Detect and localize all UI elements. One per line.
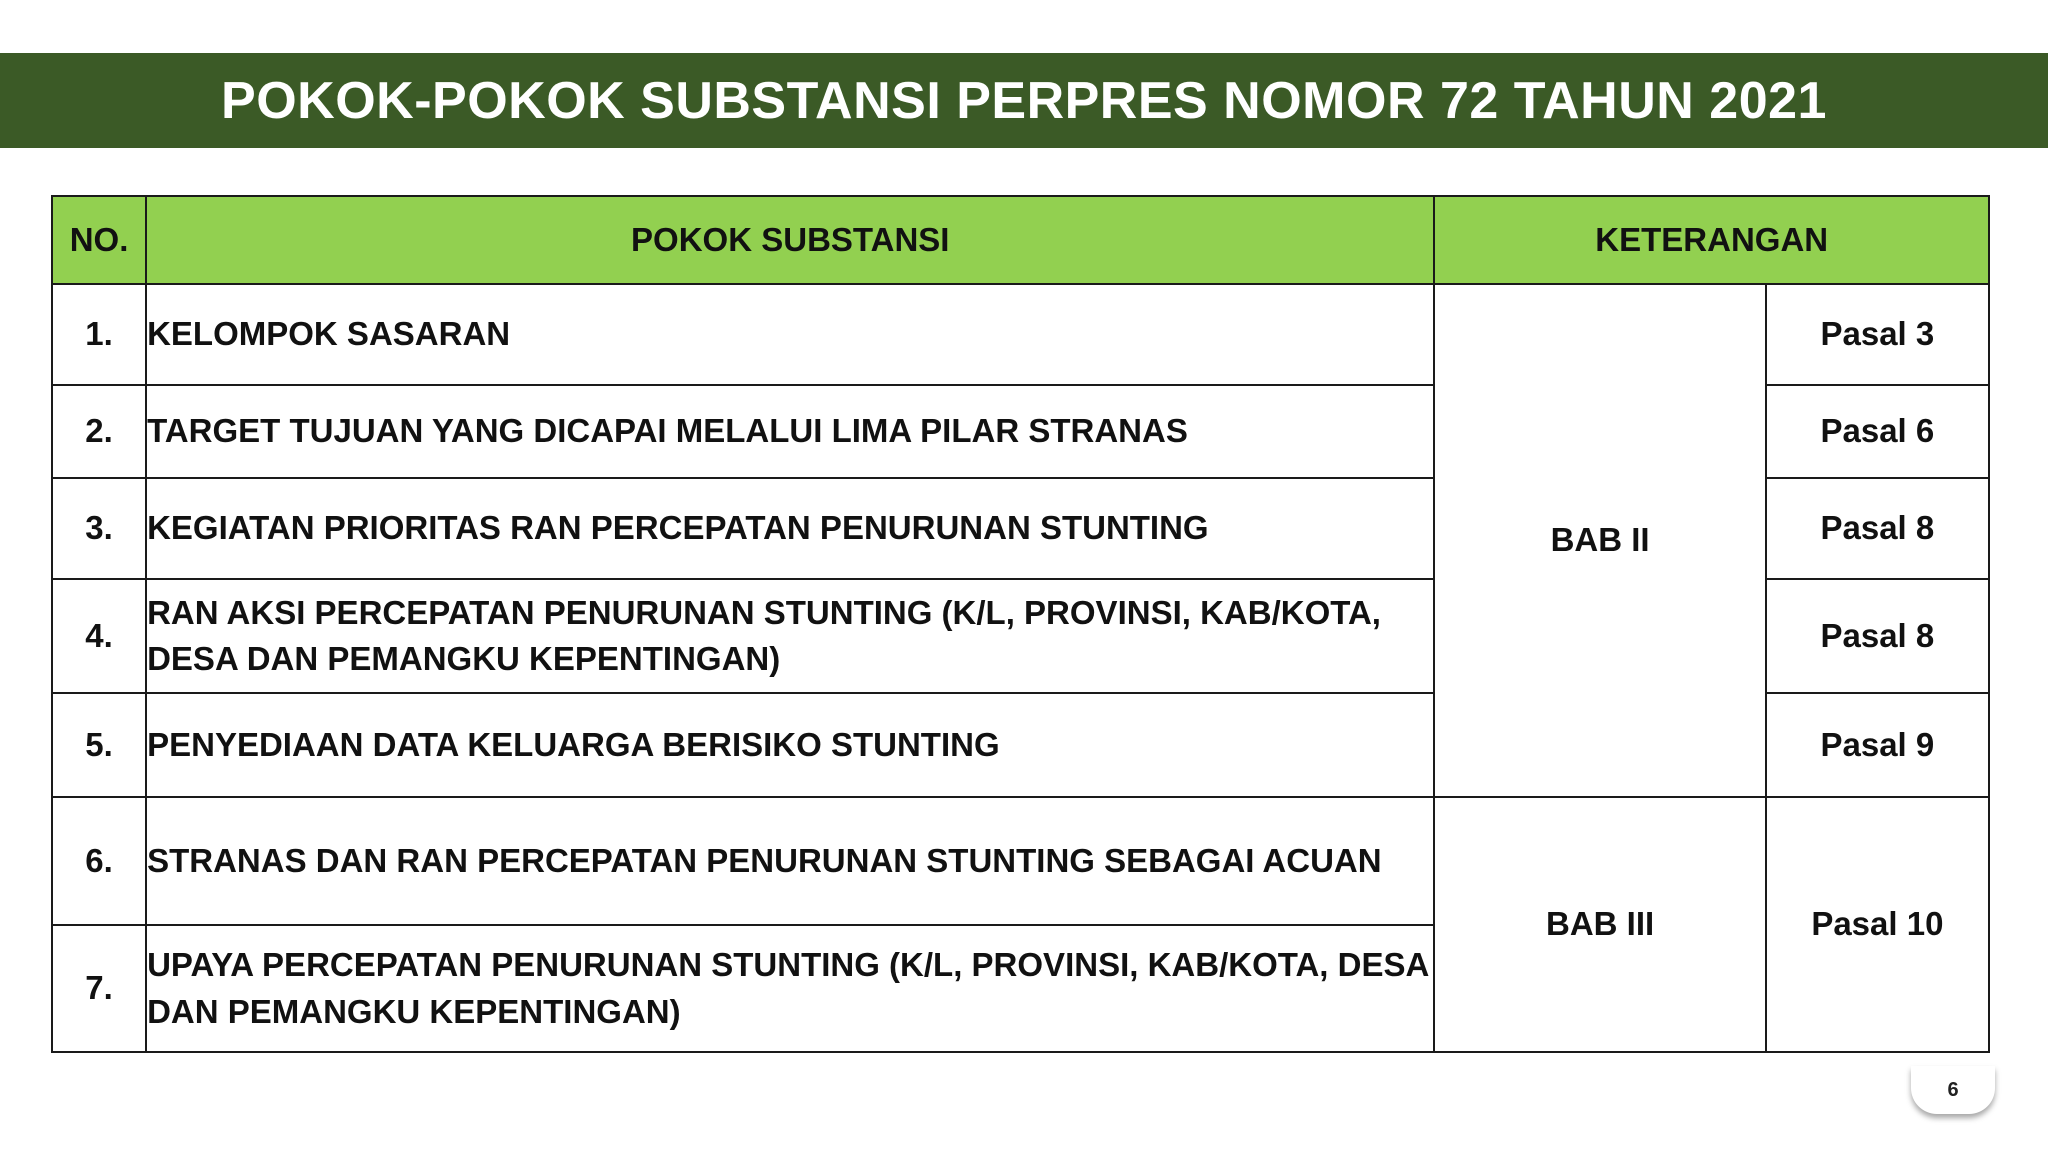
row-number: 1. bbox=[52, 284, 146, 385]
row-number: 7. bbox=[52, 925, 146, 1052]
row-pokok-substansi: KELOMPOK SASARAN bbox=[146, 284, 1434, 385]
row-pokok-substansi: UPAYA PERCEPATAN PENURUNAN STUNTING (K/L, PROVINSI, KAB/KOTA, DESA DAN PEMANGKU KEPENTINGAN) bbox=[146, 925, 1434, 1052]
header-keterangan: KETERANGAN bbox=[1434, 196, 1989, 284]
row-pokok-substansi: RAN AKSI PERCEPATAN PENURUNAN STUNTING (K/L, PROVINSI, KAB/KOTA, DESA DAN PEMANGKU KEPENTINGAN) bbox=[146, 579, 1434, 693]
table-header-row bbox=[52, 196, 1989, 284]
row-number: 5. bbox=[52, 693, 146, 797]
bab-cell: BAB III bbox=[1434, 797, 1765, 1052]
header-pokok-substansi: POKOK SUBSTANSI bbox=[146, 196, 1434, 284]
row-pokok-substansi: KEGIATAN PRIORITAS RAN PERCEPATAN PENURUNAN STUNTING bbox=[146, 478, 1434, 579]
row-pokok-substansi: TARGET TUJUAN YANG DICAPAI MELALUI LIMA PILAR STRANAS bbox=[146, 385, 1434, 478]
table-row bbox=[52, 284, 1989, 385]
header-no: NO. bbox=[52, 196, 146, 284]
row-number: 2. bbox=[52, 385, 146, 478]
row-number: 4. bbox=[52, 579, 146, 693]
row-pokok-substansi: STRANAS DAN RAN PERCEPATAN PENURUNAN STUNTING SEBAGAI ACUAN bbox=[146, 797, 1434, 925]
row-pokok-substansi: PENYEDIAAN DATA KELUARGA BERISIKO STUNTING bbox=[146, 693, 1434, 797]
row-number: 6. bbox=[52, 797, 146, 925]
pasal-cell: Pasal 6 bbox=[1766, 385, 1989, 478]
substansi-table bbox=[51, 195, 1990, 1053]
pasal-cell: Pasal 8 bbox=[1766, 579, 1989, 693]
row-number: 3. bbox=[52, 478, 146, 579]
pasal-cell: Pasal 3 bbox=[1766, 284, 1989, 385]
title-bar bbox=[0, 53, 2048, 148]
page-number-badge: 6 bbox=[1911, 1066, 1995, 1114]
bab-cell: BAB II bbox=[1434, 284, 1765, 797]
slide-title: POKOK-POKOK SUBSTANSI PERPRES NOMOR 72 TAHUN 2021 bbox=[221, 71, 1827, 130]
table-row bbox=[52, 797, 1989, 925]
pasal-cell: Pasal 10 bbox=[1766, 797, 1989, 1052]
pasal-cell: Pasal 8 bbox=[1766, 478, 1989, 579]
pasal-cell: Pasal 9 bbox=[1766, 693, 1989, 797]
